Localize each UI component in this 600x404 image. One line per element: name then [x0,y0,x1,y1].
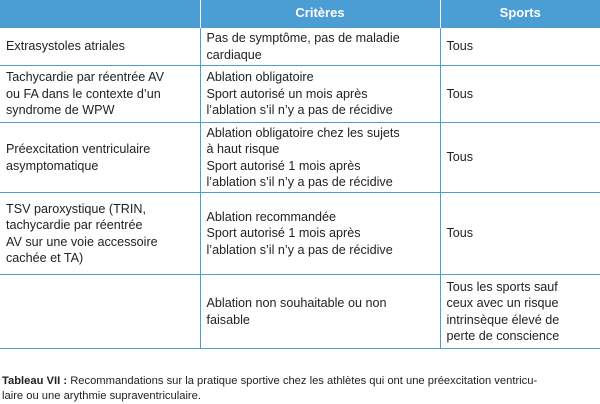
condition-cell [0,66,200,123]
condition-cell [0,123,200,193]
criteria-cell [200,275,440,349]
condition-line: cachée et TA) [6,251,84,265]
condition-cell [0,193,200,275]
sports-line: Tous [446,86,474,101]
criteria-line: l’ablation s’il n’y a pas de récidive [206,103,393,118]
criteria-line: Pas de symptôme, pas de maladie [206,31,400,45]
sports-cell [440,193,600,275]
condition-line: syndrome de WPW [6,103,115,118]
sports-line: Tous les sports sauf [446,279,558,294]
condition-line: Extrasystoles atriales [6,39,125,54]
criteria-cell [200,193,440,275]
criteria-line: à haut risque [206,142,280,156]
criteria-line: Ablation recommandée [206,209,337,224]
condition-line: TSV paroxystique (TRIN, [6,201,146,216]
sports-cell [440,66,600,123]
table-header-row [0,0,600,28]
criteria-line: Sport autorisé 1 mois après [206,158,361,173]
criteria-cell [200,123,440,193]
sports-cell [440,123,600,193]
condition-line: asymptomatique [6,158,99,173]
table-caption [2,374,598,404]
criteria-line: Sport autorisé 1 mois après [206,226,361,241]
condition-cell [0,275,200,349]
sports-cell [440,275,600,349]
sports-line: perte de conscience [446,329,560,343]
table-row [0,123,600,193]
table-row [0,66,600,123]
condition-line: ou FA dans le contexte d’un [6,86,161,101]
sports-line: intrinsèque élevé de [446,312,560,327]
sports-cell [440,28,600,66]
caption-text-line-1: Recommandations sur la pratique sportive chez les athlètes qui ont une préexcitation ventricu- [70,375,538,387]
condition-line: tachycardie par réentrée [6,218,143,232]
condition-line: AV sur une voie accessoire [6,234,158,249]
criteria-line: faisable [206,312,250,327]
criteria-line: Sport autorisé un mois après [206,86,368,101]
criteria-line: Ablation obligatoire [206,70,314,85]
caption-text-line-2: laire ou une arythmie supraventriculaire. [2,390,201,402]
table-row [0,28,600,66]
criteria-cell [200,66,440,123]
sports-line: ceux avec un risque [446,296,559,310]
sports-line: Tous [446,39,474,54]
header-criteria: Critères [200,0,440,28]
condition-line: Préexcitation ventriculaire [6,142,151,156]
table-row [0,193,600,275]
criteria-line: l’ablation s’il n’y a pas de récidive [206,175,393,189]
sports-line: Tous [446,150,474,165]
sports-line: Tous [446,226,474,241]
condition-cell [0,28,200,66]
criteria-line: l’ablation s’il n’y a pas de récidive [206,242,393,257]
header-sports: Sports [440,0,600,28]
header-condition [0,0,200,28]
table-row [0,275,600,349]
criteria-line: Ablation obligatoire chez les sujets [206,125,400,140]
criteria-line: Ablation non souhaitable ou non [206,296,387,310]
criteria-line: cardiaque [206,47,262,62]
condition-line: Tachycardie par réentrée AV [6,70,164,85]
criteria-cell [200,28,440,66]
caption-label: Tableau VII : [2,375,68,387]
